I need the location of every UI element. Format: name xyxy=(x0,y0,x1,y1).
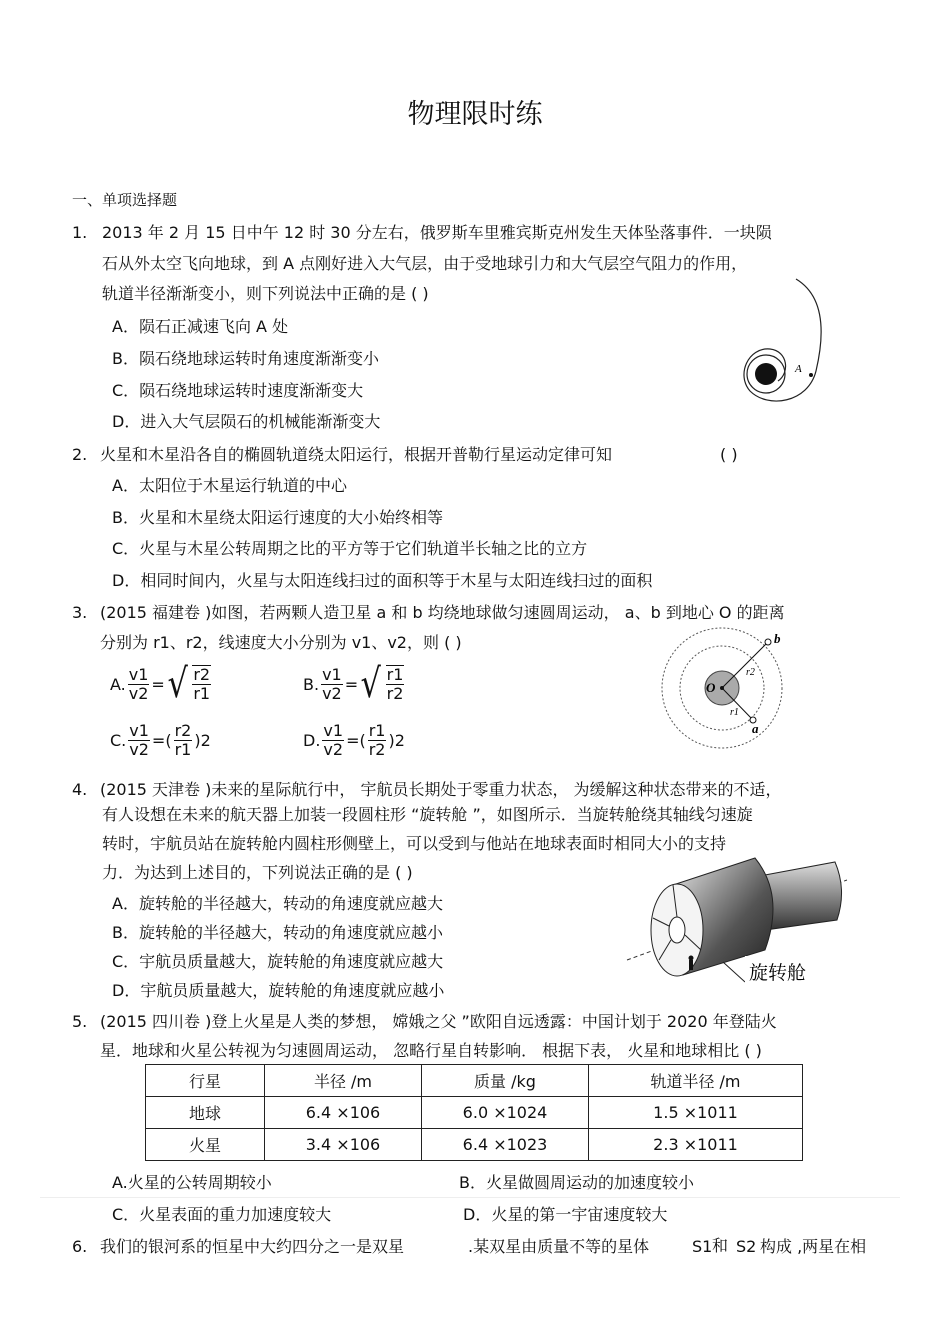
q3-figure-label-o: O xyxy=(706,680,716,695)
q2-option-a: A．太阳位于木星运行轨道的中心 xyxy=(112,476,347,495)
q5-option-a: A.火星的公转周期较小 xyxy=(112,1173,272,1192)
q1-option-a: A．陨石正减速飞向 A 处 xyxy=(112,317,289,336)
q3-option-a: A. $\frac{v1}{v2}$ = √ $\frac{r2}{r1}$ xyxy=(110,661,211,707)
table-row xyxy=(146,1129,803,1161)
q4-line-4: 力．为达到上述目的，下列说法正确的是 ( ) xyxy=(102,863,413,882)
q3-orbit-figure xyxy=(650,625,820,753)
q1-option-b: B．陨石绕地球运转时角速度渐渐变小 xyxy=(112,349,379,368)
q6-text-part-3: 构成 ,两星在相 xyxy=(760,1237,867,1256)
q6-star-s1: S1 xyxy=(692,1237,713,1256)
q3-b-lhs: $\frac{v1}{v2}$ xyxy=(322,664,342,703)
q3-line-1: (2015 福建卷 )如图，若两颗人造卫星 a 和 b 均绕地球做匀速圆周运动， a、b 到地心 O 的距离 xyxy=(100,603,785,622)
q4-line-3: 转时，宇航员站在旋转舱内圆柱形侧壁上，可以受到与他站在地球表面时相同大小的支持 xyxy=(102,834,727,853)
q3-b-rhs: $\frac{r1}{r2}$ xyxy=(386,665,404,703)
q6-text-and: 和 xyxy=(712,1236,729,1255)
q2-option-c: C．火星与木星公转周期之比的平方等于它们轨道半长轴之比的立方 xyxy=(112,539,588,558)
q3-d-rhs: $\frac{r1}{r2}$ xyxy=(368,721,386,759)
q3-option-d: D. $\frac{v1}{v2}$ = ( $\frac{r1}{r2}$ )2 xyxy=(303,721,405,759)
q2-line-1: 火星和木星沿各自的椭圆轨道绕太阳运行，根据开普勒行星运动定律可知 xyxy=(100,445,613,464)
q5-option-b: B．火星做圆周运动的加速度较小 xyxy=(459,1173,694,1192)
q3-line-2: 分别为 r1、r2，线速度大小分别为 v1、v2，则 ( ) xyxy=(100,633,462,652)
table-cell: 6.4 ×1023 xyxy=(422,1129,589,1161)
table-cell: 3.4 ×106 xyxy=(265,1129,422,1161)
q4-option-a: A．旋转舱的半径越大，转动的角速度就应越大 xyxy=(112,894,443,913)
q3-a-rhs: $\frac{r2}{r1}$ xyxy=(193,665,211,703)
q6-number: 6. xyxy=(72,1237,88,1256)
q1-option-c: C．陨石绕地球运转时速度渐渐变大 xyxy=(112,381,364,400)
q4-option-d: D．宇航员质量越大，旋转舱的角速度就应越小 xyxy=(112,981,445,1000)
table-header: 半径 /m xyxy=(265,1065,422,1097)
planet-data-table xyxy=(145,1064,803,1161)
table-cell: 1.5 ×1011 xyxy=(589,1097,803,1129)
q2-number: 2. xyxy=(72,445,88,464)
q3-figure-label-b: b xyxy=(774,631,781,646)
q2-option-b: B．火星和木星绕太阳运行速度的大小始终相等 xyxy=(112,508,443,527)
table-cell: 地球 xyxy=(146,1097,265,1129)
table-header: 轨道半径 /m xyxy=(589,1065,803,1097)
table-header: 行星 xyxy=(146,1065,265,1097)
table-header-row xyxy=(146,1065,803,1097)
q2-option-d: D．相同时间内，火星与太阳连线扫过的面积等于木星与太阳连线扫过的面积 xyxy=(112,571,653,590)
page-title: 物理限时练 xyxy=(407,99,543,130)
q5-option-d: D．火星的第一宇宙速度较大 xyxy=(463,1205,668,1224)
q3-option-c: C. $\frac{v1}{v2}$ = ( $\frac{r2}{r1}$ )2 xyxy=(110,721,211,759)
q1-number: 1. xyxy=(72,223,88,242)
q5-option-c: C．火星表面的重力加速度较大 xyxy=(112,1205,332,1224)
q5-line-2: 星．地球和火星公转视为匀速圆周运动， 忽略行星自转影响． 根据下表， 火星和地球相比 ( ) xyxy=(100,1041,762,1060)
divider xyxy=(40,1197,900,1198)
q3-figure-label-r2: r2 xyxy=(746,667,755,678)
table-header: 质量 /kg xyxy=(422,1065,589,1097)
q3-number: 3. xyxy=(72,603,88,622)
q5-line-1: (2015 四川卷 )登上火星是人类的梦想， 嫦娥之父 ”欧阳自远透露：中国计划于 2020 年登陆火 xyxy=(100,1012,777,1031)
table-cell: 2.3 ×1011 xyxy=(589,1129,803,1161)
q3-d-lhs: $\frac{v1}{v2}$ xyxy=(323,721,344,759)
q1-figure-label-a: A xyxy=(795,363,802,375)
q1-line-1: 2013 年 2 月 15 日中午 12 时 30 分左右，俄罗斯车里雅宾斯克州发生天体坠落事件．一块陨 xyxy=(102,223,772,242)
q1-spiral-figure xyxy=(738,277,833,412)
table-cell: 6.4 ×106 xyxy=(265,1097,422,1129)
table-row xyxy=(146,1097,803,1129)
q4-line-1: (2015 天津卷 )未来的星际航行中， 宇航员长期处于零重力状态， 为缓解这种状态带来的不适， xyxy=(100,780,782,799)
q4-rotating-cabin-figure xyxy=(625,850,850,990)
q3-option-b-label: B. xyxy=(303,674,320,694)
q4-option-c: C．宇航员质量越大，旋转舱的角速度就应越大 xyxy=(112,952,444,971)
q6-text-part-2: .某双星由质量不等的星体 xyxy=(468,1237,650,1256)
q3-option-c-label: C. xyxy=(110,731,127,750)
q4-line-2: 有人设想在未来的航天器上加装一段圆柱形 “旋转舱 ”，如图所示．当旋转舱绕其轴线匀速旋 xyxy=(102,805,753,824)
q1-line-2: 石从外太空飞向地球，到 A 点刚好进入大气层，由于受地球引力和大气层空气阻力的作用， xyxy=(102,254,748,273)
table-cell: 火星 xyxy=(146,1129,265,1161)
q3-option-d-label: D. xyxy=(303,731,321,750)
q6-star-s2: S2 xyxy=(736,1237,757,1256)
q2-answer-paren: ( ) xyxy=(720,445,738,464)
table-cell: 6.0 ×1024 xyxy=(422,1097,589,1129)
q6-text-part-1: 我们的银河系的恒星中大约四分之一是双星 xyxy=(100,1237,405,1256)
q3-figure-label-a: a xyxy=(752,721,759,736)
q1-option-d: D．进入大气层陨石的机械能渐渐变大 xyxy=(112,412,381,431)
q4-option-b: B．旋转舱的半径越大，转动的角速度就应越小 xyxy=(112,923,443,942)
q3-option-a-label: A. xyxy=(110,674,126,694)
q3-c-rhs: $\frac{r2}{r1}$ xyxy=(174,721,192,759)
q1-line-3: 轨道半径渐渐变小，则下列说法中正确的是 ( ) xyxy=(102,284,429,303)
q3-c-lhs: $\frac{v1}{v2}$ xyxy=(129,721,149,759)
q4-number: 4. xyxy=(72,780,88,799)
q3-figure-label-r1: r1 xyxy=(730,707,739,718)
q3-option-b: B. $\frac{v1}{v2}$ = √ $\frac{r1}{r2}$ xyxy=(303,661,404,707)
q3-a-lhs: $\frac{v1}{v2}$ xyxy=(128,664,149,703)
q5-number: 5. xyxy=(72,1012,88,1031)
section-heading: 一、单项选择题 xyxy=(72,191,178,209)
q4-figure-label: 旋转舱 xyxy=(749,962,807,984)
